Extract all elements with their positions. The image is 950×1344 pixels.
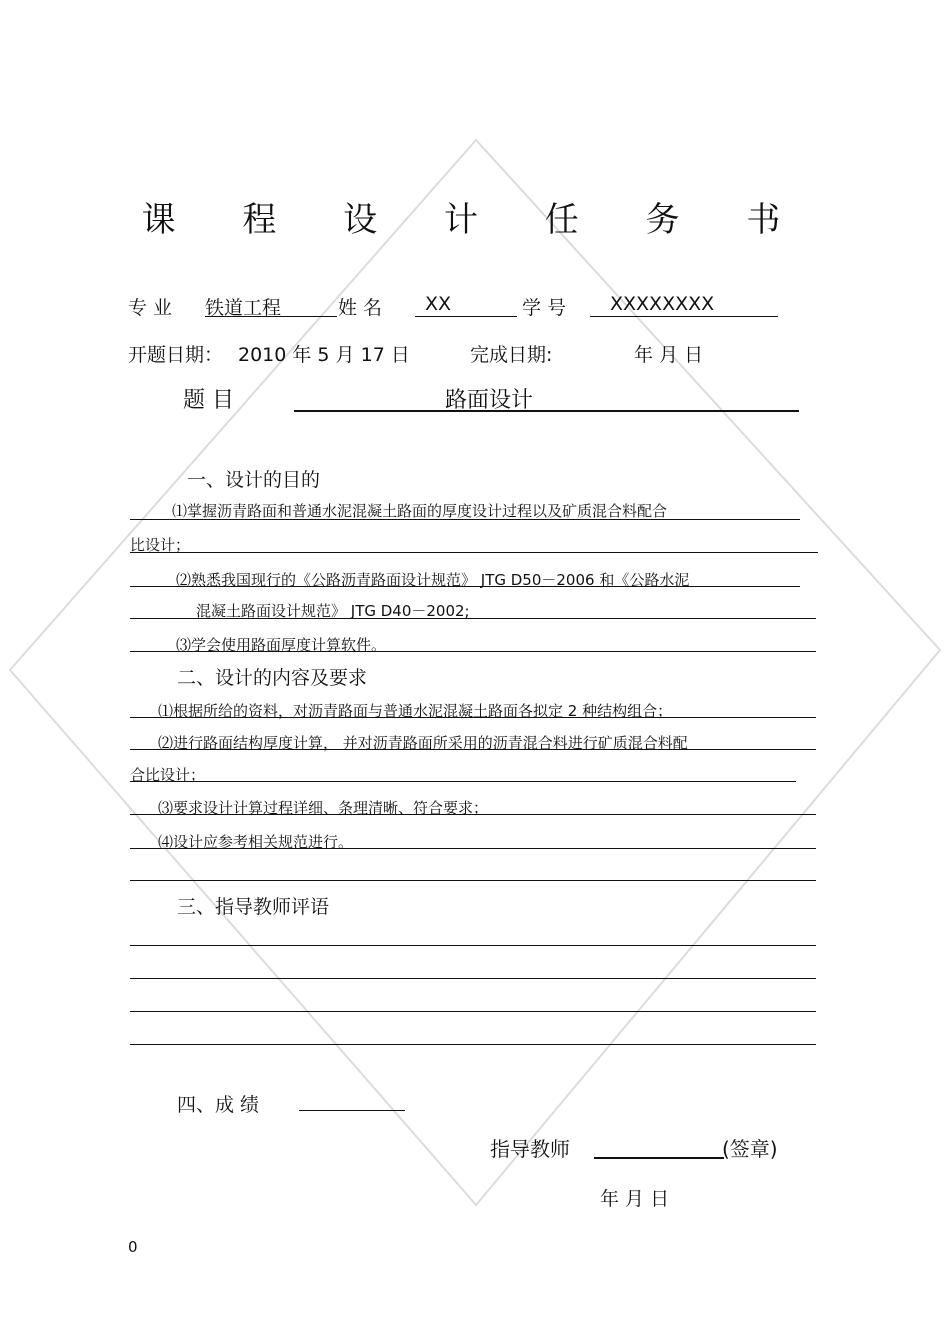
finish-date-label: 完成日期:	[470, 344, 553, 366]
grade-underline	[299, 1110, 405, 1111]
topic-underline	[294, 410, 799, 412]
section1-heading: 一、设计的目的	[187, 469, 321, 491]
name-underline	[415, 316, 517, 317]
page-number: 0	[128, 1238, 138, 1256]
rule-line	[130, 651, 816, 652]
section4-heading: 四、成 绩	[177, 1094, 260, 1116]
rule-line	[130, 749, 816, 750]
signature-date: 年 月 日	[600, 1188, 670, 1210]
id-underline	[590, 316, 778, 317]
id-value: XXXXXXXX	[610, 293, 715, 315]
topic-value: 路面设计	[445, 388, 534, 413]
page-title: 课 程 设 计 任 务 书	[141, 200, 809, 240]
rule-line	[130, 717, 816, 718]
rule-line	[130, 618, 816, 619]
section2-heading: 二、设计的内容及要求	[177, 667, 368, 689]
comment-line	[130, 945, 816, 946]
finish-date-value: 年 月 日	[634, 344, 704, 366]
topic-label: 题 目	[183, 388, 234, 413]
comment-line	[130, 1011, 816, 1012]
advisor-label: 指导教师	[490, 1137, 570, 1161]
rule-line	[130, 880, 816, 881]
comment-line	[130, 1044, 816, 1045]
rule-line	[130, 781, 796, 782]
start-date-value: 2010 年 5 月 17 日	[238, 344, 410, 366]
major-underline	[205, 316, 337, 317]
section1-item: 比设计；	[130, 536, 191, 554]
section2-item: ⑶要求设计计算过程详细、条理清晰、符合要求；	[158, 799, 489, 817]
rule-line	[130, 519, 800, 520]
rule-line	[130, 848, 816, 849]
id-label: 学 号	[522, 297, 567, 319]
comment-line	[130, 978, 816, 979]
name-label: 姓 名	[338, 297, 383, 319]
stamp-label: (签章)	[722, 1137, 778, 1161]
section2-item: ⑷设计应参考相关规范进行。	[158, 833, 354, 851]
name-value: XX	[425, 293, 452, 315]
major-label: 专 业	[128, 297, 173, 319]
rule-line	[130, 814, 816, 815]
signature-underline	[594, 1157, 724, 1159]
major-value: 铁道工程	[205, 297, 282, 319]
section2-item: 合比设计；	[130, 766, 206, 784]
rule-line	[130, 552, 818, 553]
section1-item: ⑴掌握沥青路面和普通水泥混凝土路面的厚度设计过程以及矿质混合料配合	[172, 502, 668, 520]
section1-item: 混凝土路面设计规范》 JTG D40－2002;	[196, 602, 470, 620]
section2-item: ⑵进行路面结构厚度计算， 并对沥青路面所采用的沥青混合料进行矿质混合料配	[158, 734, 688, 752]
section1-item: ⑶学会使用路面厚度计算软件。	[176, 636, 387, 654]
rule-line	[130, 586, 800, 587]
start-date-label: 开题日期：	[128, 344, 224, 366]
section2-item: ⑴根据所给的资料，对沥青路面与普通水泥混凝土路面各拟定 2 种结构组合；	[158, 702, 673, 720]
section3-heading: 三、指导教师评语	[177, 896, 330, 918]
section1-item: ⑵熟悉我国现行的《公路沥青路面设计规范》 JTG D50－2006 和《公路水泥	[176, 571, 690, 589]
